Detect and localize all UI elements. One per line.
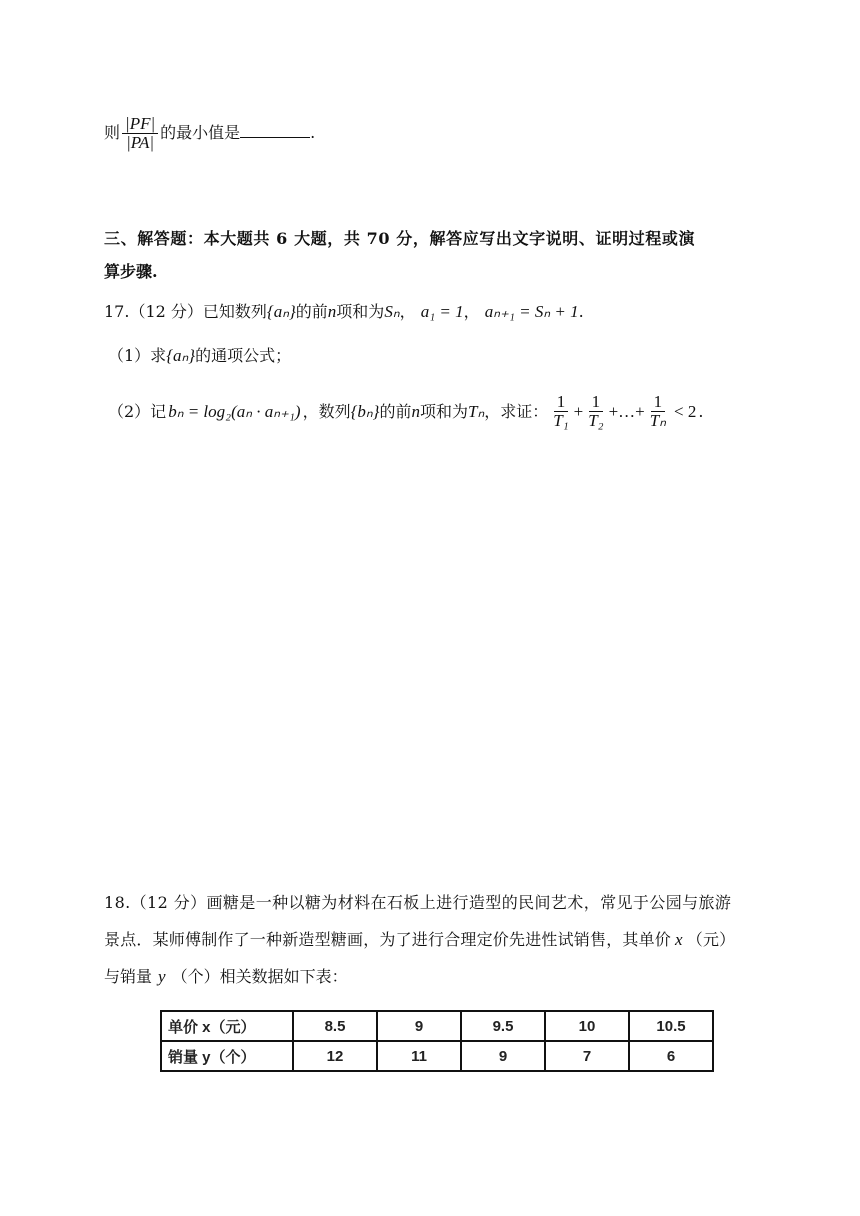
- q18-line1: 18.（12 分）画糖是一种以糖为材料在石板上进行造型的民间艺术，常见于公园与旅游: [104, 893, 732, 912]
- ellipsis-sum: +…+: [608, 401, 645, 421]
- q17-part1-label: （1）求: [108, 346, 167, 365]
- q16-end: .: [310, 123, 316, 142]
- row-header-price: 单价 x（元）: [161, 1011, 293, 1041]
- table-cell: 10: [545, 1011, 629, 1041]
- table-cell: 12: [293, 1041, 377, 1071]
- table-cell: 6: [629, 1041, 713, 1071]
- table-cell: 9.5: [461, 1011, 545, 1041]
- q17-part2-text: 的前: [379, 401, 412, 421]
- q17-text: .: [578, 302, 584, 321]
- q16-suffix: 的最小值是: [160, 123, 241, 142]
- q17-cond2: aₙ₊₁ = Sₙ + 1: [484, 302, 579, 321]
- q17-text: ，: [463, 302, 480, 321]
- q17-part2-n: n: [411, 401, 420, 421]
- plus-sign: +: [573, 401, 584, 421]
- inequality-rhs: < 2: [674, 401, 697, 421]
- table-cell: 11: [377, 1041, 461, 1071]
- q16-tail-line: [104, 115, 315, 152]
- fraction-1-over-T1: [550, 393, 571, 430]
- q18-line3: [104, 967, 348, 987]
- q17-text: 的前: [295, 302, 328, 321]
- frac-num: 1: [651, 393, 666, 412]
- price-sales-table: [160, 1010, 714, 1072]
- q16-frac-num: |PF|: [122, 115, 158, 134]
- var-y: y: [158, 967, 166, 986]
- fraction-1-over-T2: [585, 393, 606, 430]
- fraction-1-over-Tn: [647, 393, 669, 430]
- q18-line3-start: 与销量: [104, 967, 153, 986]
- q17-part2-end: .: [698, 401, 704, 421]
- q17-part1-text: 的通项公式；: [195, 346, 292, 365]
- q17-Sn: Sₙ: [384, 302, 400, 321]
- answer-blank: [240, 123, 310, 138]
- q18-line2-text: 景点．某师傅制作了一种新造型糖画，为了进行合理定价先进性试销售，其单价: [104, 930, 672, 949]
- table-cell: 9: [377, 1011, 461, 1041]
- table-row: [161, 1041, 713, 1071]
- table-cell: 8.5: [293, 1011, 377, 1041]
- q16-fraction: [122, 115, 158, 152]
- row-header-sales: 销量 y（个）: [161, 1041, 293, 1071]
- q17-number: 17.（12 分）已知数列: [104, 302, 267, 321]
- frac-num: 1: [589, 393, 604, 412]
- q17-part2-Tn: Tₙ: [468, 401, 485, 421]
- table-cell: 9: [461, 1041, 545, 1071]
- q17-part2-text: 项和为: [419, 401, 468, 421]
- q17-text: ，: [399, 302, 416, 321]
- q17-n: n: [327, 302, 337, 321]
- table-cell: 7: [545, 1041, 629, 1071]
- q16-prefix: 则: [104, 123, 121, 142]
- table-cell: 10.5: [629, 1011, 713, 1041]
- q17-text: 项和为: [336, 302, 385, 321]
- frac-den: Tₙ: [649, 411, 667, 430]
- q17-stem: [104, 302, 584, 322]
- frac-den: T₁: [553, 411, 569, 430]
- q17-part2-formula: bₙ = log₂(aₙ · aₙ₊₁): [168, 401, 301, 421]
- q17-part1: [108, 346, 291, 366]
- q17-part2-seq: {bₙ}: [350, 401, 380, 421]
- q18-line2: [104, 930, 735, 950]
- q17-cond1: a₁ = 1: [420, 302, 464, 321]
- frac-den: T₂: [588, 411, 604, 430]
- q17-part1-seq: {aₙ}: [166, 346, 196, 365]
- q17-part2: [108, 393, 703, 430]
- table-row: [161, 1011, 713, 1041]
- frac-num: 1: [554, 393, 569, 412]
- q16-frac-den: |PA|: [126, 133, 155, 152]
- q17-seq-a: {aₙ}: [266, 302, 296, 321]
- q17-part2-text: ，数列: [302, 401, 351, 421]
- q17-part2-label: （2）记: [108, 401, 167, 421]
- var-x: x: [675, 930, 683, 949]
- q17-part2-text: ，求证：: [484, 401, 549, 421]
- q18-line3-end: （个）相关数据如下表：: [171, 967, 348, 986]
- section3-line2: 算步骤.: [104, 262, 158, 281]
- section3-line1: 三、解答题：本大题共 6 大题，共 70 分，解答应写出文字说明、证明过程或演: [104, 229, 696, 248]
- q18-line2-end: （元）: [686, 930, 736, 949]
